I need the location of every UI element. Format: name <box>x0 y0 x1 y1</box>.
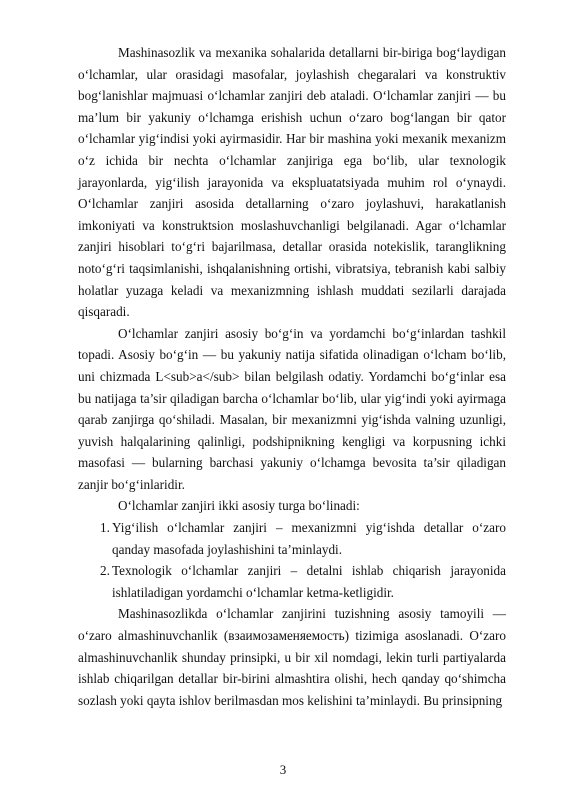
chain-types-list <box>78 517 506 603</box>
paragraph-chain-definition: Mashinasozlik va mexanika sohalarida detallarni bir-biriga bog‘laydigan o‘lchamlar, ular orasidagi masofalar, joylashish chegaralari va konstruktiv bog‘lanishlar majmuasi o‘lchamlar zanjiri deb ataladi. O‘lchamlar zanjiri — bu ma’lum bir yakuniy o‘lchamga erishish uchun o‘zaro bog‘langan bir qator o‘lchamlar yig‘indisi yoki ayirmasidir. Har bir mashina yoki mexanik mexanizm o‘z ichida bir nechta o‘lchamlar zanjiriga ega bo‘lib, ular texnologik jarayonlarda, yig‘ilish jarayonida va ekspluatatsiyada muhim rol o‘ynaydi. O‘lchamlar zanjiri asosida detallarning o‘zaro joylashuvi, harakatlanish imkoniyati va konstruktsion moslashuvchanligi belgilanadi. Agar o‘lchamlar zanjiri hisoblari to‘g‘ri bajarilmasa, detallar orasida notekislik, taranglikning noto‘g‘ri taqsimlanishi, ishqalanishning ortishi, vibratsiya, tebranish kabi salbiy holatlar yuzaga keladi va mexanizmning ishlash muddati sezilarli darajada qisqaradi. <box>78 45 506 320</box>
list-item-text: Yig‘ilish o‘lchamlar zanjiri – mexanizmni yig‘ishda detallar o‘zaro qanday masofada joylashishini ta’minlaydi. <box>112 520 506 557</box>
list-item <box>78 517 506 560</box>
paragraph-chain-types-intro: O‘lchamlar zanjiri ikki asosiy turga bo‘linadi: <box>118 498 360 514</box>
page-number: 3 <box>279 762 287 777</box>
paragraph-interchangeability: Mashinasozlikda o‘lchamlar zanjirini tuzishning asosiy tamoyili — o‘zaro almashinuvchanlik (взаимозаменяемость) tizimiga asoslanadi. O‘zaro almashinuvchanlik shunday prinsipki, u bir xil nomdagi, lekin turli partiyalarda ishlab chiqarilgan detallar bir-birini almashtira olishi, hech qanday qo‘shimcha sozlash yoki qayta ishlov berilmasdan mos kelishini ta’minlaydi. Bu prinsipning <box>78 606 506 708</box>
paragraph-chain-links: O‘lchamlar zanjiri asosiy bo‘g‘in va yordamchi bo‘g‘inlardan tashkil topadi. Asosiy bo‘g‘in — bu yakuniy natija sifatida olinadigan o‘lcham bo‘lib, uni chizmada L<sub>a</sub> bilan belgilash odatiy. Yordamchi bo‘g‘inlar esa bu natijaga ta’sir qiladigan barcha o‘lchamlar bo‘lib, ular yig‘indi yoki ayirmaga qarab zanjirga qo‘shiladi. Masalan, bir mexanizmni yig‘ishda valning uzunligi, yuvish halqalarining qalinligi, podshipnikning kengligi va korpusning ichki masofasi — bularning barchasi yakuniy o‘lchamga bevosita ta’sir qiladigan zanjir bo‘g‘inlaridir. <box>78 325 506 492</box>
list-item-number: 2. <box>100 563 110 579</box>
list-item-text: Texnologik o‘lchamlar zanjiri – detalni ishlab chiqarish jarayonida ishlatiladigan yordamchi o‘lchamlar ketma-ketligidir. <box>112 563 506 600</box>
list-item <box>78 560 506 603</box>
list-item-number: 1. <box>100 520 110 536</box>
